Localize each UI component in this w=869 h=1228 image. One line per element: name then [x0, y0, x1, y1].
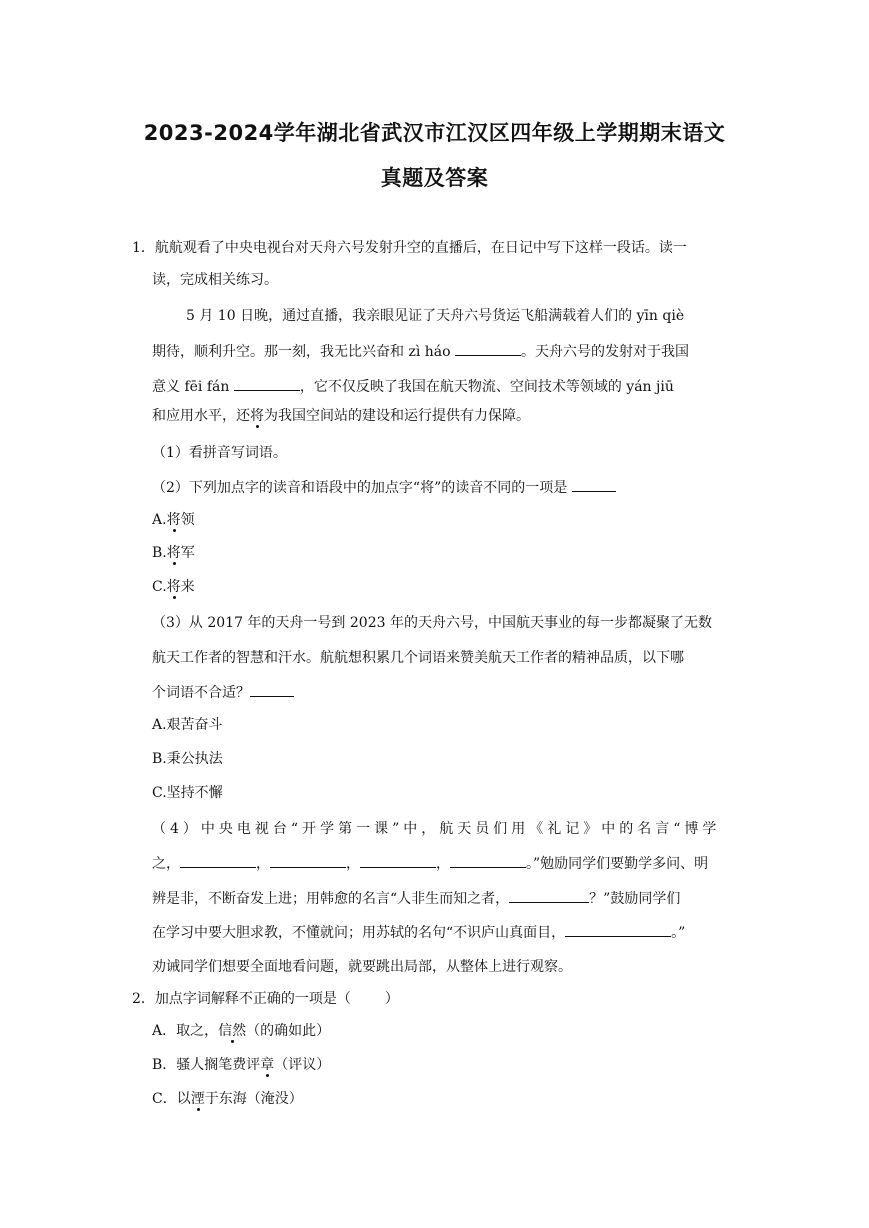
option-text: （评议） [274, 1057, 331, 1073]
option-label: C. [152, 579, 167, 595]
q1-sub4-text-b-end: 。”勉励同学们要勤学多问、明 [526, 856, 709, 872]
option-text: 于东海（淹没） [204, 1091, 303, 1107]
q1-sub1 [152, 443, 287, 463]
option-text: B.秉公执法 [152, 751, 223, 767]
separator: ， [346, 856, 360, 872]
document-title-line1: 2023-2024学年湖北省武汉市江汉区四年级上学期期末语文 [143, 121, 726, 145]
passage-text-2a: 期待，顺利升空。那一刻，我无比兴奋和 zì háo [152, 344, 455, 360]
document-title-line2: 真题及答案 [380, 166, 489, 190]
option-text: 领 [180, 512, 195, 528]
passage-line1 [186, 306, 684, 326]
separator: ， [436, 856, 450, 872]
q1-sub4-text-e: 劝诫同学们想要全面地看问题，就要跳出局部，从整体上进行观察。 [152, 959, 572, 975]
q1-sub2 [152, 477, 616, 498]
separator: ， [256, 856, 270, 872]
passage-text-3a: 意义 fēi fán [152, 379, 234, 395]
q2-stem-text: 2．加点字词解释不正确的一项是（ [132, 991, 351, 1007]
q1-sub3-option-b[interactable] [152, 749, 223, 769]
q1-sub4-line1 [152, 819, 720, 839]
option-text: 来 [180, 579, 195, 595]
q1-intro-line2 [152, 270, 278, 290]
answer-blank-hanyu[interactable] [509, 888, 589, 903]
q1-sub2-text: （2）下列加点字的读音和语段中的加点字“将”的读音不同的一项是 [152, 480, 572, 496]
option-text: 军 [180, 545, 195, 561]
q2-option-b[interactable] [152, 1055, 330, 1075]
q2-option-a[interactable] [152, 1021, 330, 1041]
passage-text-4b: 为我国空间站的建设和运行提供有力保障。 [264, 408, 530, 424]
q1-sub3-text-b: 航天工作者的智慧和汗水。航航想积累几个词语来赞美航天工作者的精神品质，以下哪 [152, 650, 684, 666]
passage-text-4a: 和应用水平，还 [152, 408, 250, 424]
q1-sub3-line2 [152, 648, 684, 668]
option-text: （的确如此） [246, 1023, 331, 1039]
option-text: A.艰苦奋斗 [152, 717, 223, 733]
passage-text-1: 5 月 10 日晚，通过直播，我亲眼见证了天舟六号货运飞船满载着人们的 yīn qiè [186, 308, 685, 324]
answer-blank-boxue-1[interactable] [180, 853, 256, 868]
q1-sub4-line2 [152, 853, 708, 874]
answer-blank-boxue-3[interactable] [360, 853, 436, 868]
answer-blank-sub2[interactable] [572, 477, 616, 492]
q1-sub1-text: （1）看拼音写词语。 [152, 445, 287, 461]
option-text: A．取之， [152, 1023, 219, 1039]
dotted-char: 湮 [190, 1091, 205, 1107]
dotted-char: 章 [260, 1057, 275, 1073]
q1-sub4-line4 [152, 922, 685, 943]
passage-text-2b: 。天舟六号的发射对于我国 [521, 344, 689, 360]
passage-text-3b: ，它不仅反映了我国在航天物流、空间技术等领域的 yán jiū [299, 379, 674, 395]
dotted-char-jiang: 将 [250, 408, 264, 424]
dotted-char: 将 [166, 579, 181, 595]
q1-sub4-text-b1: 之， [152, 856, 180, 872]
answer-blank-boxue-4[interactable] [450, 853, 526, 868]
passage-line4 [152, 406, 530, 426]
q1-sub3-option-c[interactable] [152, 783, 223, 803]
option-text: C．以 [152, 1091, 191, 1107]
q1-sub4-text-c2: ？”鼓励同学们 [589, 891, 681, 907]
option-text: C.坚持不懈 [152, 785, 223, 801]
answer-blank-sushi[interactable] [565, 922, 671, 937]
passage-line2 [152, 341, 689, 362]
q1-intro-text-a: 1．航航观看了中央电视台对天舟六号发射升空的直播后，在日记中写下这样一段话。读一 [132, 240, 687, 256]
q1-sub3-option-a[interactable] [152, 715, 223, 735]
q1-sub4-text-d1: 在学习中要大胆求教，不懂就问；用苏轼的名句“不识庐山真面目， [152, 925, 566, 941]
answer-blank-zihao[interactable] [455, 341, 521, 356]
option-text: B．骚人搁笔费评 [152, 1057, 261, 1073]
option-label: B. [152, 545, 167, 561]
q1-sub4-text-d2: 。” [671, 925, 686, 941]
q1-sub3-text-a: （3）从 2017 年的天舟一号到 2023 年的天舟六号，中国航天事业的每一步都凝聚了无数 [152, 615, 712, 631]
q1-sub4-text-a: （4）中央电视台“开学第一课”中，航天员们用《礼记》中的名言“博学 [152, 821, 721, 837]
q1-intro-text-b: 读，完成相关练习。 [152, 272, 278, 288]
q2-stem [132, 989, 399, 1009]
answer-blank-boxue-2[interactable] [270, 853, 346, 868]
q1-sub2-option-c[interactable] [152, 577, 195, 597]
q1-sub3-text-c: 个词语不合适？ [152, 685, 250, 701]
q1-intro-line1 [132, 238, 687, 258]
dotted-char: 将 [166, 512, 181, 528]
q1-sub4-line5 [152, 957, 572, 977]
dotted-word: 信然 [218, 1023, 247, 1039]
answer-blank-feifan[interactable] [234, 376, 300, 391]
dotted-char: 将 [166, 545, 181, 561]
q1-sub4-line3 [152, 888, 680, 909]
q2-stem-close: ） [384, 991, 399, 1007]
passage-line3 [152, 376, 674, 397]
q1-sub2-option-a[interactable] [152, 510, 195, 530]
q1-sub2-option-b[interactable] [152, 543, 195, 563]
q1-sub3-line3 [152, 682, 294, 703]
option-label: A. [152, 512, 167, 528]
q2-option-c[interactable] [152, 1089, 303, 1109]
q1-sub4-text-c1: 辨是非，不断奋发上进；用韩愈的名言“人非生而知之者， [152, 891, 510, 907]
answer-blank-sub3[interactable] [250, 682, 294, 697]
q1-sub3-line1 [152, 613, 712, 633]
